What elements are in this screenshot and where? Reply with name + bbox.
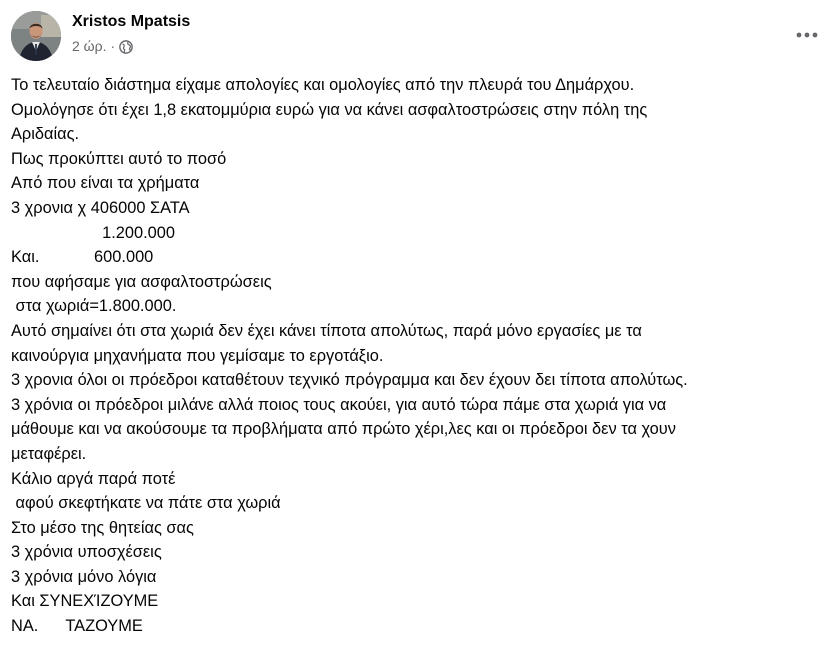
post-text-line: 3 χρόνια μόνο λόγια	[11, 567, 157, 586]
post-text-line: 3 χρόνια υποσχέσεις	[11, 543, 162, 562]
profile-photo	[11, 11, 61, 61]
post-text-line: Και. 600.000	[11, 248, 154, 267]
post-text-line: Αυτό σημαίνει ότι στα χωριά δεν έχει κάνει τίποτα απολύτως, παρά μόνο εργασίες με τα	[11, 321, 642, 340]
post-text-line: 1.200.000	[11, 223, 175, 242]
post-text-line: Κάλιο αργά παρά ποτέ	[11, 469, 176, 488]
post-text-line: Πως προκύπτει αυτό το ποσό	[11, 149, 227, 168]
author-name[interactable]: Xristos Mpatsis	[72, 13, 191, 30]
post-text-line: στα χωριά=1.800.000.	[11, 297, 177, 316]
post-body	[11, 73, 826, 639]
post-text-line: αφού σκεφτήκατε να πάτε στα χωριά	[11, 494, 281, 513]
post-text-line: Στο μέσο της θητείας σας	[11, 518, 194, 537]
avatar[interactable]	[11, 11, 61, 61]
post-text-line: καινούργια μηχανήματα που γεμίσαμε το εργοτάξιο.	[11, 346, 384, 365]
globe-icon[interactable]	[119, 40, 133, 54]
post-text-line: Ομολόγησε ότι έχει 1,8 εκατομμύρια ευρώ για να κάνει ασφαλτοστρώσεις στην πόλη της	[11, 100, 648, 119]
post-text-line: 3 χρόνια οι πρόεδροι μιλάνε αλλά ποιος τους ακούει, για αυτό τώρα πάμε στα χωριά για να	[11, 395, 667, 414]
post-text-line: Και ΣΥΝΕΧΊΖΟΥΜΕ	[11, 592, 159, 611]
post-text-line: 3 χρονια χ 406000 ΣΑΤΑ	[11, 198, 190, 217]
post-header	[11, 11, 821, 63]
meta-separator: ·	[110, 38, 116, 54]
more-options-icon[interactable]	[793, 21, 821, 49]
post-meta	[72, 38, 133, 54]
post-text-line: 3 χρονια όλοι οι πρόεδροι καταθέτουν τεχνικό πρόγραμμα και δεν έχουν δει τίποτα απολύτως.	[11, 371, 688, 390]
post-text-line: Το τελευταίο διάστημα είχαμε απολογίες και ομολογίες από την πλευρά του Δημάρχου.	[11, 76, 635, 94]
post-text-line: Αριδαίας.	[11, 125, 80, 144]
post-timestamp[interactable]: 2 ώρ.	[72, 38, 107, 54]
post-text-line: μάθουμε και να ακούσουμε τα προβλήματα από πρώτο χέρι,λες και οι πρόεδροι δεν τα χουν	[11, 420, 676, 439]
post-text-line: που αφήσαμε για ασφαλτοστρώσεις	[11, 272, 272, 291]
post-text-line: μεταφέρει.	[11, 444, 87, 463]
post-text-line: ΝΑ. ΤΑΖΟΥΜΕ	[11, 617, 143, 636]
post-text-line: Από που είναι τα χρήματα	[11, 174, 200, 193]
